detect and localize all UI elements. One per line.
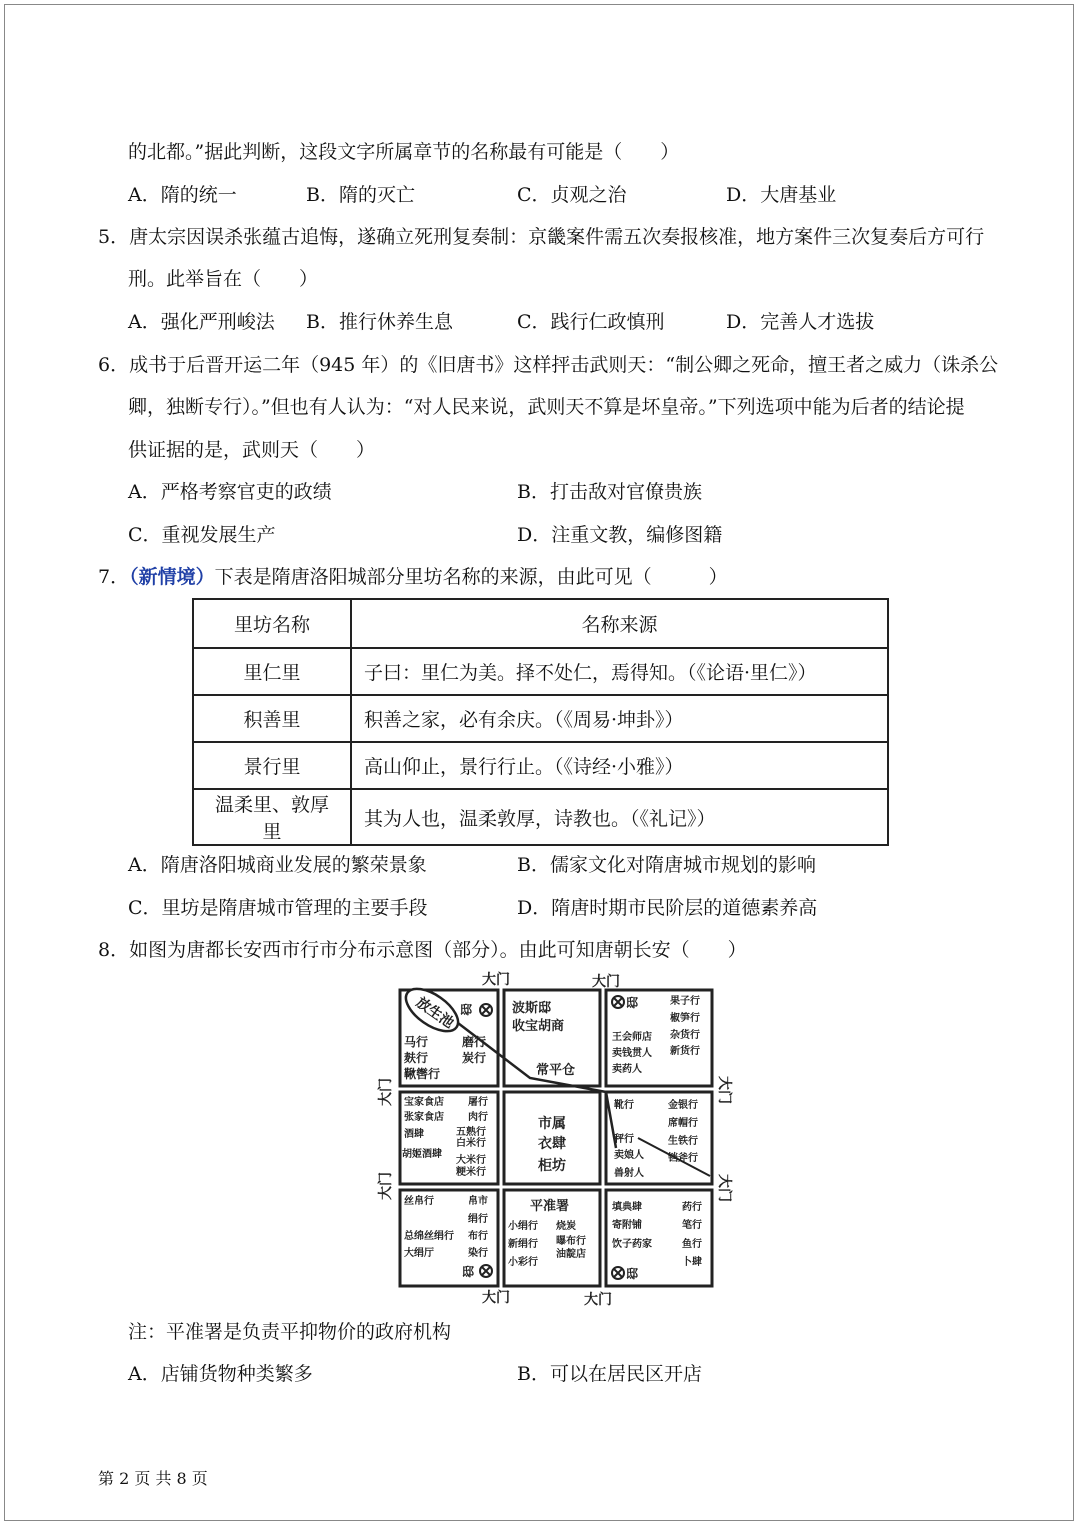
map-shop: 席帽行 xyxy=(668,1118,698,1129)
map-shop: 寄附铺 xyxy=(612,1220,642,1231)
table-header-source: 名称来源 xyxy=(351,599,888,648)
di-marker-icon xyxy=(480,1004,492,1016)
map-shop: 兽射人 xyxy=(614,1168,644,1179)
di-marker-icon xyxy=(612,996,624,1008)
table-header-row xyxy=(193,599,888,648)
q6-stem-line1: 6．成书于后晋开运二年（945 年）的《旧唐书》这样抨击武则天：“制公卿之死命，擅王者之威力（诛杀公 xyxy=(98,354,999,376)
q4-option-c: C．贞观之治 xyxy=(517,184,627,206)
map-shop: 笔行 xyxy=(682,1220,702,1231)
map-shop: 布行 xyxy=(468,1231,488,1242)
q6-stem-line2: 卿，独断专行）。”但也有人认为：“对人民来说，武则天不算是坏皇帝。”下列选项中能为后者的结论提 xyxy=(128,396,965,418)
map-shop: 金银行 xyxy=(668,1100,698,1111)
map-shop: 市属 xyxy=(538,1116,566,1132)
q5-stem-line1: 5．唐太宗因误杀张蕴古追悔，遂确立死刑复奏制：京畿案件需五次奏报核准，地方案件三次复奏后方可行 xyxy=(98,226,985,248)
west-market-map xyxy=(370,968,740,1308)
map-shop: 丝帛行 xyxy=(404,1196,434,1207)
q8-stem: 8．如图为唐都长安西市行市分布示意图（部分）。由此可知唐朝长安（ ） xyxy=(98,939,747,961)
pond-label: 放生池 xyxy=(412,994,457,1032)
q5-option-b: B．推行休养生息 xyxy=(306,311,453,333)
q8-note: 注：平准署是负责平抑物价的政府机构 xyxy=(128,1321,452,1343)
q7-option-a: A．隋唐洛阳城商业发展的繁荣景象 xyxy=(128,854,427,876)
q7-option-b: B．儒家文化对隋唐城市规划的影响 xyxy=(517,854,816,876)
map-shop: 马行 xyxy=(404,1035,429,1049)
q6-stem-line3: 供证据的是，武则天（ ） xyxy=(128,439,376,461)
map-shop: 平准署 xyxy=(530,1199,570,1214)
map-shop: 曝布行 xyxy=(556,1236,586,1247)
q4-option-b: B．隋的灭亡 xyxy=(306,184,415,206)
table-row xyxy=(193,789,888,845)
map-shop: 鱼行 xyxy=(682,1239,702,1250)
map-shop: 果子行 xyxy=(670,996,700,1007)
table-cell: 高山仰止，景行行止。（《诗经·小雅》） xyxy=(351,742,888,789)
map-shop: 五熟行 xyxy=(456,1127,486,1138)
q5-stem-line2: 刑。此举旨在（ ） xyxy=(128,268,319,290)
map-di: 邸 xyxy=(462,1265,475,1279)
map-shop: 常平仓 xyxy=(536,1063,576,1078)
gate-label: 大门 xyxy=(482,1290,510,1306)
q6-option-d: D．注重文教，编修图籍 xyxy=(517,524,723,546)
map-shop: 秤行 xyxy=(614,1134,634,1145)
table-row xyxy=(193,695,888,742)
gate-label: 大门 xyxy=(378,1172,394,1200)
map-shop: 卜肆 xyxy=(682,1257,702,1268)
gate-label: 大门 xyxy=(716,1076,732,1104)
map-shop: 炭行 xyxy=(462,1051,487,1065)
map-shop: 收宝胡商 xyxy=(512,1019,565,1034)
gate-label: 大门 xyxy=(716,1174,732,1202)
map-shop: 靴行 xyxy=(614,1100,634,1111)
map-shop: 椒笋行 xyxy=(670,1013,700,1024)
gate-label: 大门 xyxy=(378,1078,394,1106)
map-shop: 大米行 xyxy=(456,1155,486,1166)
q6-option-b: B．打击敌对官僚贵族 xyxy=(517,481,702,503)
q8-option-b: B．可以在居民区开店 xyxy=(517,1363,702,1385)
map-di: 邸 xyxy=(626,996,639,1010)
map-shop: 大绢厅 xyxy=(404,1248,434,1259)
map-shop: 粳米行 xyxy=(456,1167,486,1178)
map-di: 邸 xyxy=(626,1267,639,1281)
map-shop: 酒肆 xyxy=(404,1129,424,1140)
map-shop: 杂货行 xyxy=(670,1030,700,1041)
map-shop: 磨行 xyxy=(462,1035,487,1049)
q4-option-d: D．大唐基业 xyxy=(726,184,837,206)
map-shop: 总绵丝绢行 xyxy=(404,1231,454,1242)
map-shop: 新绢行 xyxy=(508,1239,538,1250)
map-shop: 鞦辔行 xyxy=(404,1067,441,1081)
map-shop: 屠行 xyxy=(468,1097,488,1108)
q5-option-d: D．完善人才选拔 xyxy=(726,311,875,333)
q7-option-c: C．里坊是隋唐城市管理的主要手段 xyxy=(128,897,428,919)
map-shop: 填典肆 xyxy=(612,1202,642,1213)
map-shop: 铛斧行 xyxy=(668,1153,698,1164)
map-shop: 肉行 xyxy=(468,1112,488,1123)
map-shop: 胡姬酒肆 xyxy=(402,1149,442,1160)
gate-label: 大门 xyxy=(584,1292,612,1308)
map-shop: 油靛店 xyxy=(556,1249,586,1260)
di-marker-icon xyxy=(612,1267,624,1279)
q4-stem-tail: 的北都。”据此判断，这段文字所属章节的名称最有可能是（ ） xyxy=(128,141,680,163)
table-cell: 子曰：里仁为美。择不处仁，焉得知。（《论语·里仁》） xyxy=(351,648,888,695)
map-shop: 张家食店 xyxy=(404,1112,444,1123)
q5-option-a: A．强化严刑峻法 xyxy=(128,311,275,333)
table-row xyxy=(193,742,888,789)
q7-option-d: D．隋唐时期市民阶层的道德素养高 xyxy=(517,897,818,919)
map-shop: 麸行 xyxy=(404,1051,429,1065)
map-shop: 小绢行 xyxy=(508,1221,538,1232)
map-shop: 帛市 xyxy=(468,1196,488,1207)
table-cell: 积善之家，必有余庆。（《周易·坤卦》） xyxy=(351,695,888,742)
table-cell: 里仁里 xyxy=(193,648,351,695)
map-shop: 卖药人 xyxy=(612,1064,642,1075)
q7-tag: （新情境） xyxy=(129,566,215,588)
map-shop: 药行 xyxy=(682,1202,702,1213)
map-shop: 王会师店 xyxy=(612,1032,652,1043)
q7-table xyxy=(192,598,889,846)
map-shop: 宝家食店 xyxy=(404,1097,444,1108)
map-shop: 新货行 xyxy=(670,1046,700,1057)
map-shop: 绢行 xyxy=(468,1214,488,1225)
map-shop: 卖钱贯人 xyxy=(612,1048,652,1059)
map-shop: 白米行 xyxy=(456,1138,486,1149)
q4-option-a: A．隋的统一 xyxy=(128,184,237,206)
q6-option-a: A．严格考察官吏的政绩 xyxy=(128,481,332,503)
table-cell: 景行里 xyxy=(193,742,351,789)
table-cell: 积善里 xyxy=(193,695,351,742)
map-shop: 生铁行 xyxy=(668,1136,698,1147)
gate-label: 大门 xyxy=(482,972,510,988)
q5-option-c: C．践行仁政慎刑 xyxy=(517,311,665,333)
map-shop: 柜坊 xyxy=(538,1158,566,1174)
map-shop: 波斯邸 xyxy=(512,1001,552,1016)
table-row xyxy=(193,648,888,695)
q7-stem xyxy=(98,565,728,589)
table-header-name: 里坊名称 xyxy=(193,599,351,648)
map-shop: 饮子药家 xyxy=(612,1239,652,1250)
map-di: 邸 xyxy=(460,1003,473,1017)
map-shop: 染行 xyxy=(468,1248,488,1259)
gate-label: 大门 xyxy=(592,974,620,990)
q6-option-c: C．重视发展生产 xyxy=(128,524,276,546)
page-footer: 第 2 页 共 8 页 xyxy=(98,1469,208,1488)
di-marker-icon xyxy=(480,1265,492,1277)
table-cell: 其为人也，温柔敦厚，诗教也。（《礼记》） xyxy=(351,789,888,845)
map-shop: 烧炭 xyxy=(556,1221,576,1232)
q7-number: 7． xyxy=(98,566,130,588)
map-shop: 卖娘人 xyxy=(614,1150,644,1161)
q7-stem-text: 下表是隋唐洛阳城部分里坊名称的来源，由此可见（ ） xyxy=(214,566,728,588)
map-shop: 衣肆 xyxy=(538,1136,566,1152)
map-shop: 小彩行 xyxy=(508,1257,538,1268)
q8-option-a: A．店铺货物种类繁多 xyxy=(128,1363,313,1385)
table-cell: 温柔里、敦厚里 xyxy=(193,789,351,845)
